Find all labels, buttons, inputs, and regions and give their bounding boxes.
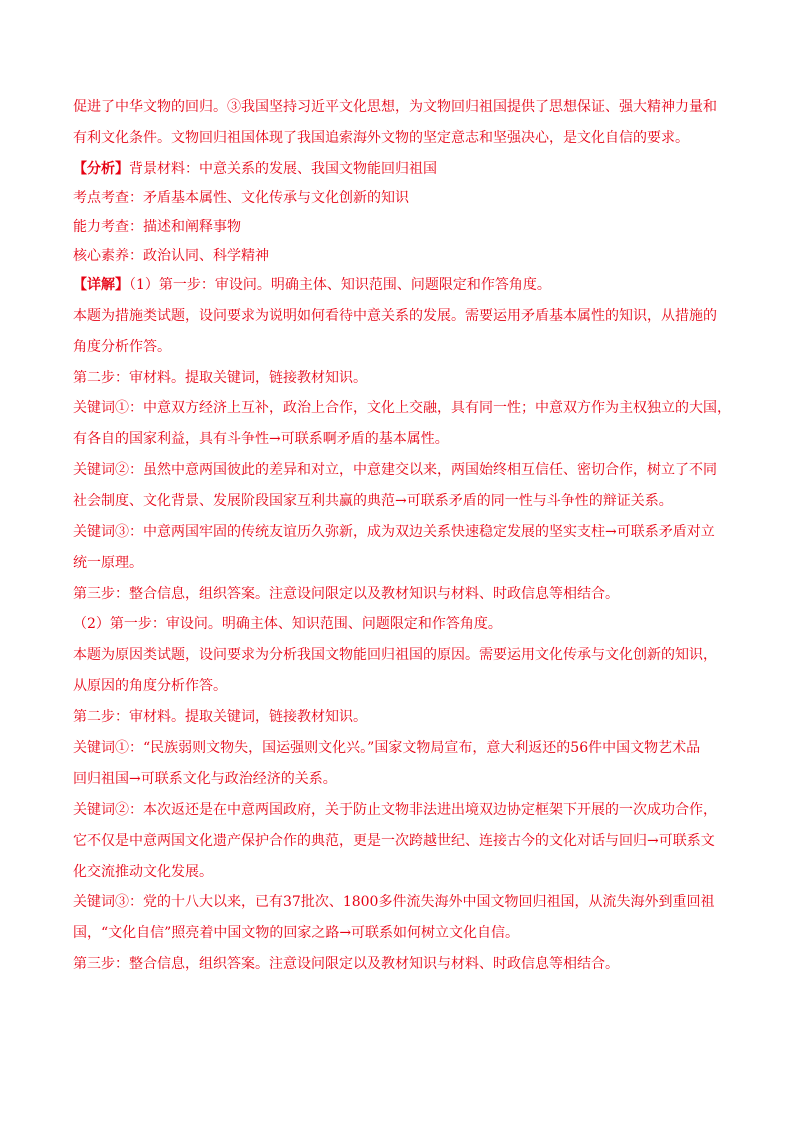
text-span: 关键词③：中意两国牢固的传统友谊历久弥新，成为双边关系快速稳定发展的坚实支柱→可联系矛盾对立 <box>73 524 715 540</box>
text-span: 本题为措施类试题，设问要求为说明如何看待中意关系的发展。需要运用矛盾基本属性的知识，从措施的 <box>73 308 717 324</box>
text-span: 第三步：整合信息，组织答案。注意设问限定以及教材知识与材料、时政信息等相结合。 <box>73 956 619 972</box>
detail-body-line <box>73 675 733 697</box>
question-two-line <box>73 613 733 635</box>
text-span: 第二步：审材料。提取关键词，链接教材知识。 <box>73 709 367 725</box>
text-span: 核心素养：政治认同、科学精神 <box>73 248 269 264</box>
keyword-line <box>73 891 733 913</box>
keyword-line <box>73 737 733 759</box>
text-span: 有各自的国家利益，具有斗争性→可联系啊矛盾的基本属性。 <box>73 431 449 447</box>
keyword-line <box>73 459 733 481</box>
text-span: 能力考查：描述和阐释事物 <box>73 219 241 235</box>
step-three-line <box>73 583 733 605</box>
text-span: 考点考查：矛盾基本属性、文化传承与文化创新的知识 <box>73 190 409 206</box>
detail-label: 【详解】 <box>73 277 129 293</box>
keyword-line <box>73 861 733 883</box>
core-literacy-line <box>73 245 733 267</box>
ability-line <box>73 216 733 238</box>
keyword-line <box>73 552 733 574</box>
text-span: 从原因的角度分析作答。 <box>73 678 227 694</box>
keyword-line <box>73 799 733 821</box>
keyword-line <box>73 428 733 450</box>
text-span: 有利文化条件。文物回归祖国体现了我国追索海外文物的坚定意志和坚强决心，是文化自信的要求。 <box>73 130 689 146</box>
text-span: 关键词③：党的十八大以来，已有37批次、1800多件流失海外中国文物回归祖国，从流失海外到重回祖 <box>73 894 715 910</box>
text-span: 社会制度、文化背景、发展阶段国家互利共赢的典范→可联系矛盾的同一性与斗争性的辩证关系。 <box>73 493 673 509</box>
analysis-line <box>73 158 733 180</box>
keyword-line <box>73 830 733 852</box>
text-span: 它不仅是中意两国文化遗产保护合作的典范，更是一次跨越世纪、连接古今的文化对话与回归→可联系文 <box>73 833 715 849</box>
keyword-line <box>73 397 733 419</box>
detail-body-line <box>73 305 733 327</box>
knowledge-point-line <box>73 187 733 209</box>
text-span: 第三步：整合信息，组织答案。注意设问限定以及教材知识与材料、时政信息等相结合。 <box>73 586 619 602</box>
text-span: 关键词①：中意双方经济上互补，政治上合作，文化上交融，具有同一性；中意双方作为主权独立的大国， <box>73 400 731 416</box>
text-span: 关键词②：本次返还是在中意两国政府，关于防止文物非法进出境双边协定框架下开展的一次成功合作， <box>73 802 717 818</box>
detail-body-line <box>73 644 733 666</box>
text-span: 回归祖国→可联系文化与政治经济的关系。 <box>73 771 337 787</box>
detail-body-line <box>73 336 733 358</box>
text-span: 本题为原因类试题，设问要求为分析我国文物能回归祖国的原因。需要运用文化传承与文化创新的知识， <box>73 647 717 663</box>
step-three-line <box>73 953 733 975</box>
background-material-text: 背景材料：中意关系的发展、我国文物能回归祖国 <box>129 161 437 177</box>
text-span: （2）第一步：审设问。明确主体、知识范围、问题限定和作答角度。 <box>73 616 502 632</box>
keyword-line <box>73 922 733 944</box>
text-span: 关键词①：“民族弱则文物失，国运强则文化兴。”国家文物局宣布，意大利返还的56件中国文物艺术品 <box>73 740 701 756</box>
text-span: 统一原理。 <box>73 555 143 571</box>
analysis-label: 【分析】 <box>73 161 129 177</box>
detail-line <box>73 274 733 296</box>
text-span: 化交流推动文化发展。 <box>73 864 213 880</box>
keyword-line <box>73 521 733 543</box>
answer-line-1 <box>73 96 733 118</box>
text-span: 促进了中华文物的回归。③我国坚持习近平文化思想，为文物回归祖国提供了思想保证、强大精神力量和 <box>73 99 717 115</box>
text-span: 第二步：审材料。提取关键词，链接教材知识。 <box>73 370 367 386</box>
text-span: 国，“文化自信”照亮着中国文物的回家之路→可联系如何树立文化自信。 <box>73 925 520 941</box>
text-span: 关键词②：虽然中意两国彼此的差异和对立，中意建交以来，两国始终相互信任、密切合作，树立了不同 <box>73 462 717 478</box>
keyword-line <box>73 768 733 790</box>
text-span: （1）第一步：审设问。明确主体、知识范围、问题限定和作答角度。 <box>129 277 551 293</box>
answer-line-2 <box>73 127 733 149</box>
step-two-line <box>73 367 733 389</box>
keyword-line <box>73 490 733 512</box>
step-two-line <box>73 706 733 728</box>
text-span: 角度分析作答。 <box>73 339 171 355</box>
